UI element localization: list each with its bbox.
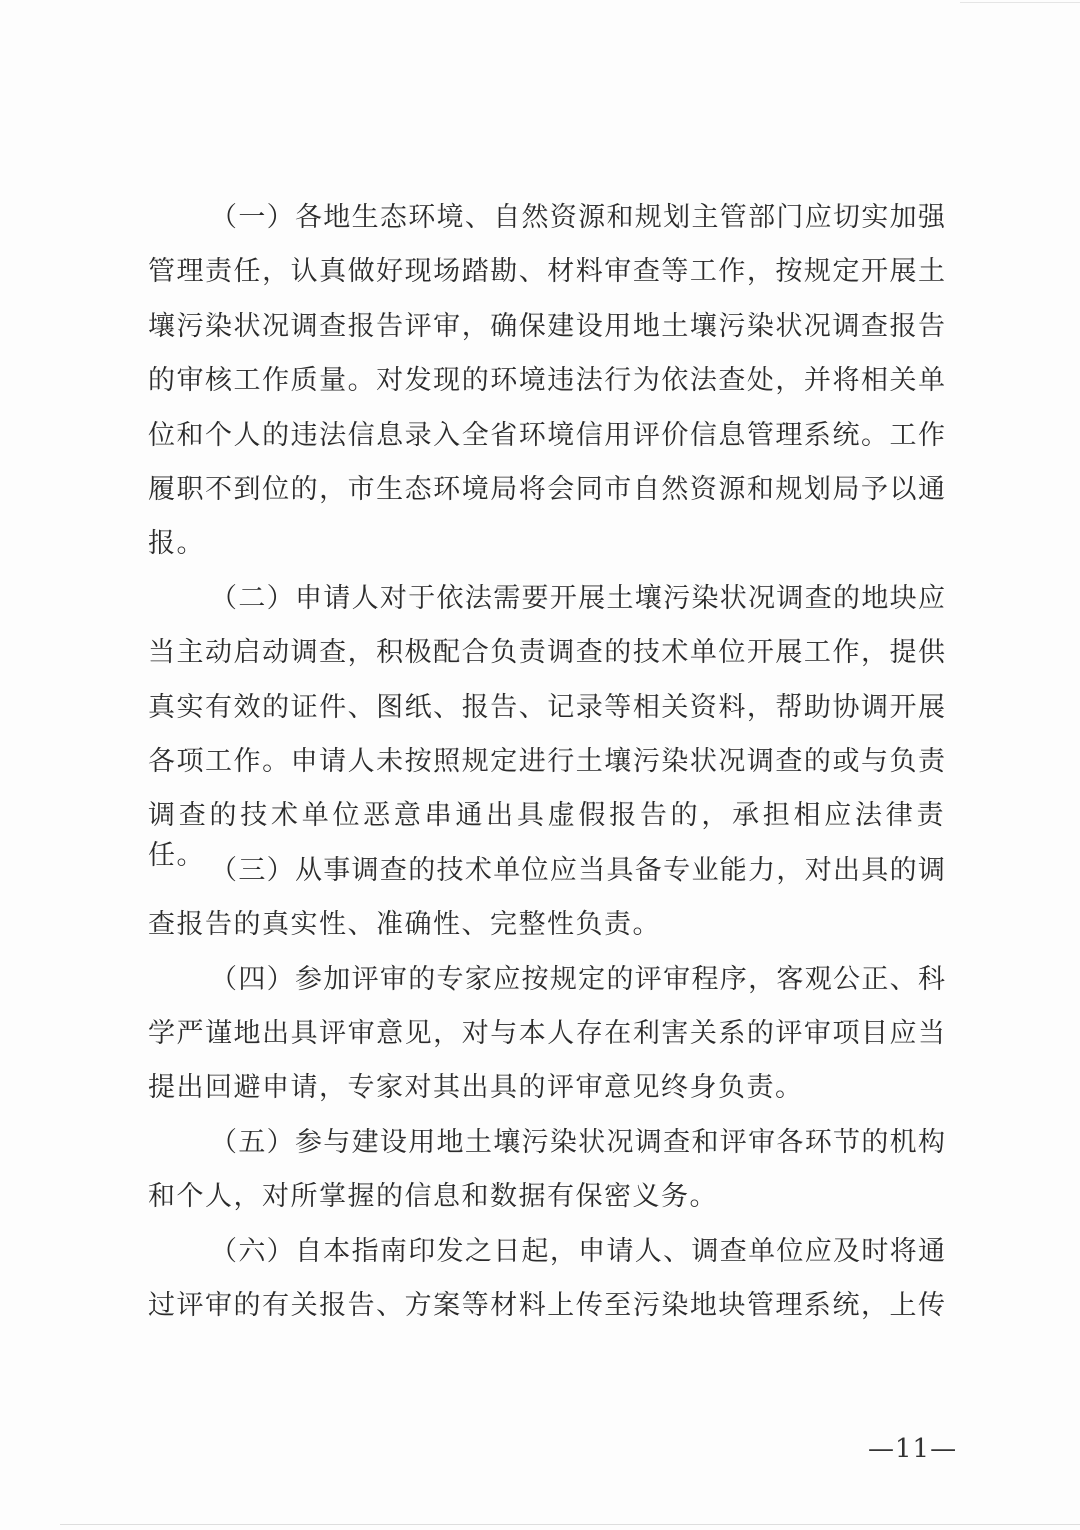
text-line: 提出回避申请，专家对其出具的评审意见终身负责。 [148,1072,804,1104]
text-line: 壤污染状况调查报告评审，确保建设用地土壤污染状况调查报告 [148,310,945,342]
scan-edge-line [60,1524,1080,1525]
text-line: 过评审的有关报告、方案等材料上传至污染地块管理系统，上传 [148,1290,945,1321]
text-line: （五）参与建设用地土壤污染状况调查和评审各环节的机构 [210,1126,945,1158]
scan-edge-line [960,2,1080,3]
text-line: 各项工作。申请人未按照规定进行土壤污染状况调查的或与负责 [148,746,945,777]
text-line: 调查的技术单位恶意串通出具虚假报告的，承担相应法律责任。 [148,800,945,872]
text-line: 查报告的真实性、准确性、完整性负责。 [148,909,661,941]
page-number: —11— [868,1434,958,1464]
text-line: 的审核工作质量。对发现的环境违法行为依法查处，并将相关单 [148,365,945,397]
text-line: 管理责任，认真做好现场踏勘、材料审查等工作，按规定开展土 [148,256,945,288]
text-line: （二）申请人对于依法需要开展土壤污染状况调查的地块应 [210,582,945,614]
text-line: 履职不到位的，市生态环境局将会同市自然资源和规划局予以通 [148,474,945,505]
text-line: （三）从事调查的技术单位应当具备专业能力，对出具的调 [210,854,945,886]
text-line: 报。 [148,528,205,560]
text-line: （六）自本指南印发之日起，申请人、调查单位应及时将通 [210,1235,945,1267]
text-line: 位和个人的违法信息录入全省环境信用评价信息管理系统。工作 [148,419,945,451]
text-line: 和个人，对所掌握的信息和数据有保密义务。 [148,1181,718,1213]
text-line: （四）参加评审的专家应按规定的评审程序，客观公正、科 [210,963,945,995]
text-line: 学严谨地出具评审意见，对与本人存在利害关系的评审项目应当 [148,1018,945,1049]
text-line: 当主动启动调查，积极配合负责调查的技术单位开展工作，提供 [148,637,945,669]
text-line: 真实有效的证件、图纸、报告、记录等相关资料，帮助协调开展 [148,691,945,723]
text-line: （一）各地生态环境、自然资源和规划主管部门应切实加强 [210,202,945,233]
